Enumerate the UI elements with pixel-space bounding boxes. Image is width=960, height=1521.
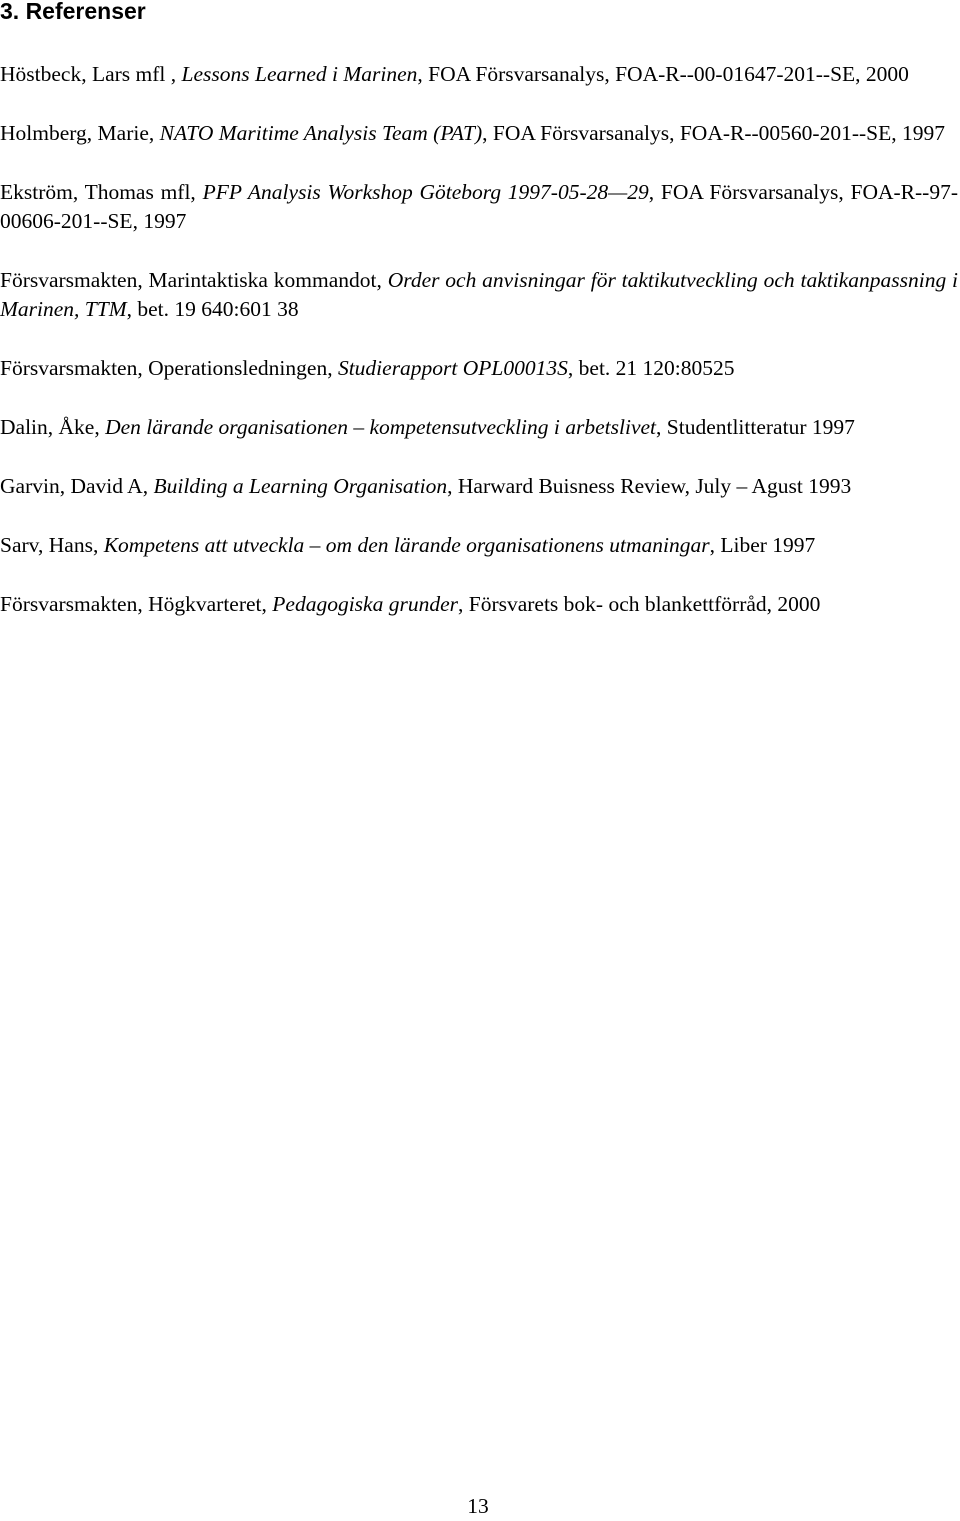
reference-title: Order och anvisningar för taktikutveckling och taktikanpassning i Marinen, TTM [0,268,958,321]
reference-entry [0,413,958,442]
reference-entry [0,60,958,89]
reference-title: Kompetens att utveckla – om den lärande organisationens utmaningar [103,533,710,557]
reference-title: Building a Learning Organisation [153,474,448,498]
reference-text: , Försvarets bok- och blankettförråd, 2000 [457,592,821,616]
reference-entry [0,590,958,619]
reference-text: Försvarsmakten, Högkvarteret, [0,592,273,616]
reference-entry [0,266,958,324]
reference-title: Lessons Learned i Marinen [181,62,418,86]
reference-text: Höstbeck, Lars mfl , [0,62,182,86]
reference-list [0,60,958,649]
reference-text: , FOA Försvarsanalys, FOA-R--00-01647-201--SE, 2000 [417,62,909,86]
reference-entry [0,354,958,383]
reference-entry [0,119,958,148]
reference-text: , bet. 19 640:601 38 [126,297,299,321]
page-number: 13 [467,1494,489,1518]
reference-text: Ekström, Thomas mfl, [0,180,203,204]
section-heading: 3. Referenser [0,0,146,24]
reference-text: Försvarsmakten, Operationsledningen, [0,356,338,380]
reference-text: Försvarsmakten, Marintaktiska kommandot, [0,268,388,292]
reference-entry [0,472,958,501]
reference-title: Pedagogiska grunder [272,592,458,616]
reference-title: Studierapport OPL00013S [337,356,568,380]
reference-text: , bet. 21 120:80525 [567,356,735,380]
reference-text: , Harward Buisness Review, July – Agust 1993 [447,474,852,498]
reference-title: Den lärande organisationen – kompetensutveckling i arbetslivet [105,415,657,439]
reference-text: , FOA Försvarsanalys, FOA-R--97-00606-201--SE, 1997 [0,180,959,233]
reference-text: , FOA Försvarsanalys, FOA-R--00560-201--SE, 1997 [482,121,945,145]
reference-text: Sarv, Hans, [0,533,104,557]
reference-text: Dalin, Åke, [0,415,106,439]
reference-text: Holmberg, Marie, [0,121,160,145]
reference-entry [0,178,958,236]
reference-text: Garvin, David A, [0,474,154,498]
reference-title: NATO Maritime Analysis Team (PAT) [159,121,483,145]
reference-entry [0,531,958,560]
reference-text: , Liber 1997 [709,533,816,557]
reference-title: PFP Analysis Workshop Göteborg 1997-05-28—29 [202,180,649,204]
reference-text: , Studentlitteratur 1997 [656,415,855,439]
